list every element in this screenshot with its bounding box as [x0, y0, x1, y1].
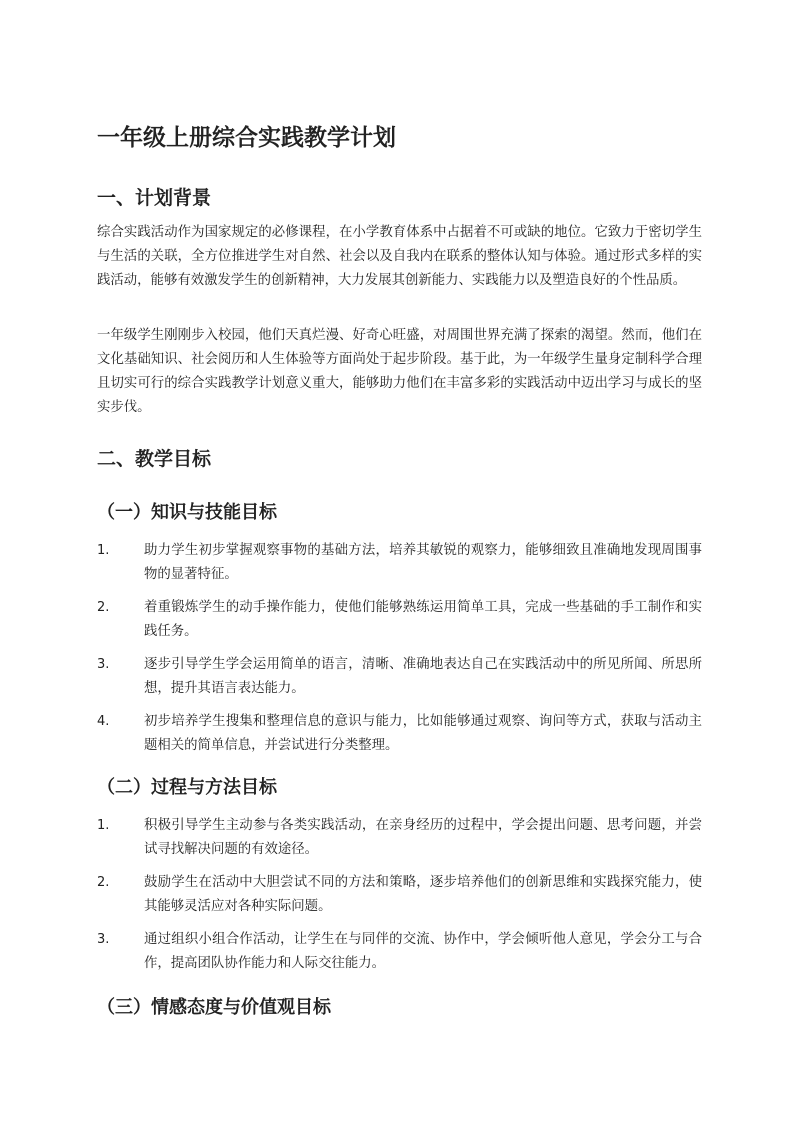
list-item-text: 初步培养学生搜集和整理信息的意识与能力，比如能够通过观察、询问等方式，获取与活动主题相关的简单信息，并尝试进行分类整理。	[144, 714, 702, 753]
list-item	[97, 928, 702, 976]
list-item-text: 鼓励学生在活动中大胆尝试不同的方法和策略，逐步培养他们的创新思维和实践探究能力，使其能够灵活应对各种实际问题。	[144, 875, 702, 914]
list-item-text: 着重锻炼学生的动手操作能力，使他们能够熟练运用简单工具，完成一些基础的手工制作和实践任务。	[144, 600, 702, 639]
list-item-number: 3.	[97, 932, 110, 947]
subsection-heading-knowledge: （一）知识与技能目标	[97, 502, 277, 523]
background-paragraph-2: 一年级学生刚刚步入校园，他们天真烂漫、好奇心旺盛，对周围世界充满了探索的渴望。然而，他们在文化基础知识、社会阅历和人生体验等方面尚处于起步阶段。基于此，为一年级学生量身定制科学合理且切实可行的综合实践教学计划意义重大，能够助力他们在丰富多彩的实践活动中迈出学习与成长的坚实步伐。	[97, 328, 702, 415]
list-item-number: 1.	[97, 818, 110, 833]
list-item	[97, 814, 702, 862]
knowledge-goals-list	[97, 539, 702, 767]
list-item-number: 4.	[97, 714, 110, 729]
list-item-text: 助力学生初步掌握观察事物的基础方法，培养其敏锐的观察力，能够细致且准确地发现周围事物的显著特征。	[144, 543, 702, 582]
section-heading-goals: 二、教学目标	[97, 448, 212, 470]
list-item-text: 逐步引导学生学会运用简单的语言，清晰、准确地表达自己在实践活动中的所见所闻、所思所想，提升其语言表达能力。	[144, 657, 702, 696]
list-item	[97, 871, 702, 919]
list-item-number: 3.	[97, 657, 110, 672]
background-paragraph-1: 综合实践活动作为国家规定的必修课程，在小学教育体系中占据着不可或缺的地位。它致力于密切学生与生活的关联，全方位推进学生对自然、社会以及自我内在联系的整体认知与体验。通过形式多样的实践活动，能够有效激发学生的创新精神，大力发展其创新能力、实践能力以及塑造良好的个性品质。	[97, 225, 702, 288]
subsection-heading-attitude: （三）情感态度与价值观目标	[97, 997, 331, 1018]
document-title: 一年级上册综合实践教学计划	[97, 125, 396, 151]
list-item	[97, 710, 702, 758]
list-item-number: 2.	[97, 875, 110, 890]
section-heading-background: 一、计划背景	[97, 187, 212, 209]
list-item-text: 通过组织小组合作活动，让学生在与同伴的交流、协作中，学会倾听他人意见，学会分工与合作，提高团队协作能力和人际交往能力。	[144, 932, 702, 971]
list-item-number: 2.	[97, 600, 110, 615]
list-item-number: 1.	[97, 543, 110, 558]
list-item	[97, 653, 702, 701]
list-item-text: 积极引导学生主动参与各类实践活动，在亲身经历的过程中，学会提出问题、思考问题，并尝试寻找解决问题的有效途径。	[144, 818, 702, 857]
list-item	[97, 539, 702, 587]
subsection-heading-process: （二）过程与方法目标	[97, 777, 277, 798]
process-goals-list	[97, 814, 702, 985]
list-item	[97, 596, 702, 644]
